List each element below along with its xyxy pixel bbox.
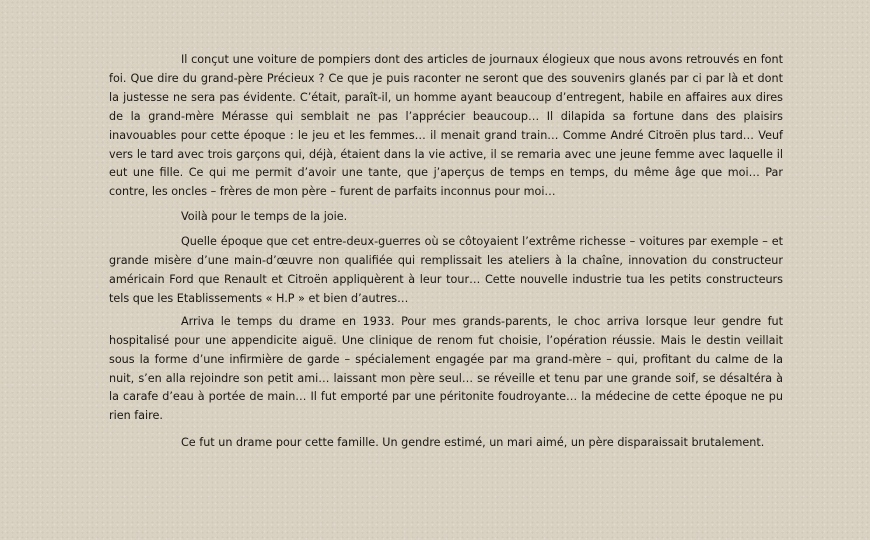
paragraph-drama-1933: Arriva le temps du drame en 1933. Pour mes grands-parents, le choc arriva lorsque leur gendre fut hospitalisé pour une appendicite aiguë. Une clinique de renom fut choisie, l’opération réussie. Mais le destin veillait sous la forme d’une infirmière de garde – spécialement engagée par ma grand-mère – qui, profitant du calme de la nuit, s’en alla rejoindre son petit ami… laissant mon père seul… se réveille et tenu par une grande soif, se désaltéra à la carafe d’eau à portée de main… Il fut emporté par une péritonite foudroyante… la médecine de cette époque ne pu rien faire. [109, 314, 783, 423]
paragraph-interwar-era: Quelle époque que cet entre-deux-guerres où se côtoyaient l’extrême richesse – voitures par exemple – et grande misère d’une main-d’œuvre non qualifiée qui remplissait les ateliers à la chaîne, innovation du constructeur américain Ford que Renault et Citroën appliquèrent à leur tour… Cette nouvelle industrie tua les petits constructeurs tels que les Etablissements « H.P » et bien d’autres… [109, 235, 783, 305]
paragraph-time-of-joy: Voilà pour le temps de la joie. [181, 210, 348, 224]
paragraph-fire-truck: Il conçut une voiture de pompiers dont des articles de journaux élogieux que nous avons retrouvés en font foi. Que dire du grand-père Précieux ? Ce que je puis raconter ne seront que des souvenirs glanés par ci par là et dont la justesse ne sera pas évidente. C’était, paraît-il, un homme ayant beaucoup d’entregent, habile en affaires aux dires de la grand-mère Mérasse qui semblait ne pas l’apprécier beaucoup… Il dilapida sa fortune dans des plaisirs inavouables pour cette époque : le jeu et les femmes… il menait grand train… Comme André Citroën plus tard… Veuf vers le tard avec trois garçons qui, déjà, étaient dans la vie active, il se remaria avec une jeune femme avec laquelle il eut une fille. Ce qui me permit d’avoir une tante, que j’aperçus de temps en temps, du même âge que moi… Par contre, les oncles – frères de mon père – furent de parfaits inconnus pour moi… [109, 53, 783, 199]
paragraph-family-loss: Ce fut un drame pour cette famille. Un gendre estimé, un mari aimé, un père disparaissait brutalement. [181, 436, 765, 450]
document-page [109, 51, 783, 453]
